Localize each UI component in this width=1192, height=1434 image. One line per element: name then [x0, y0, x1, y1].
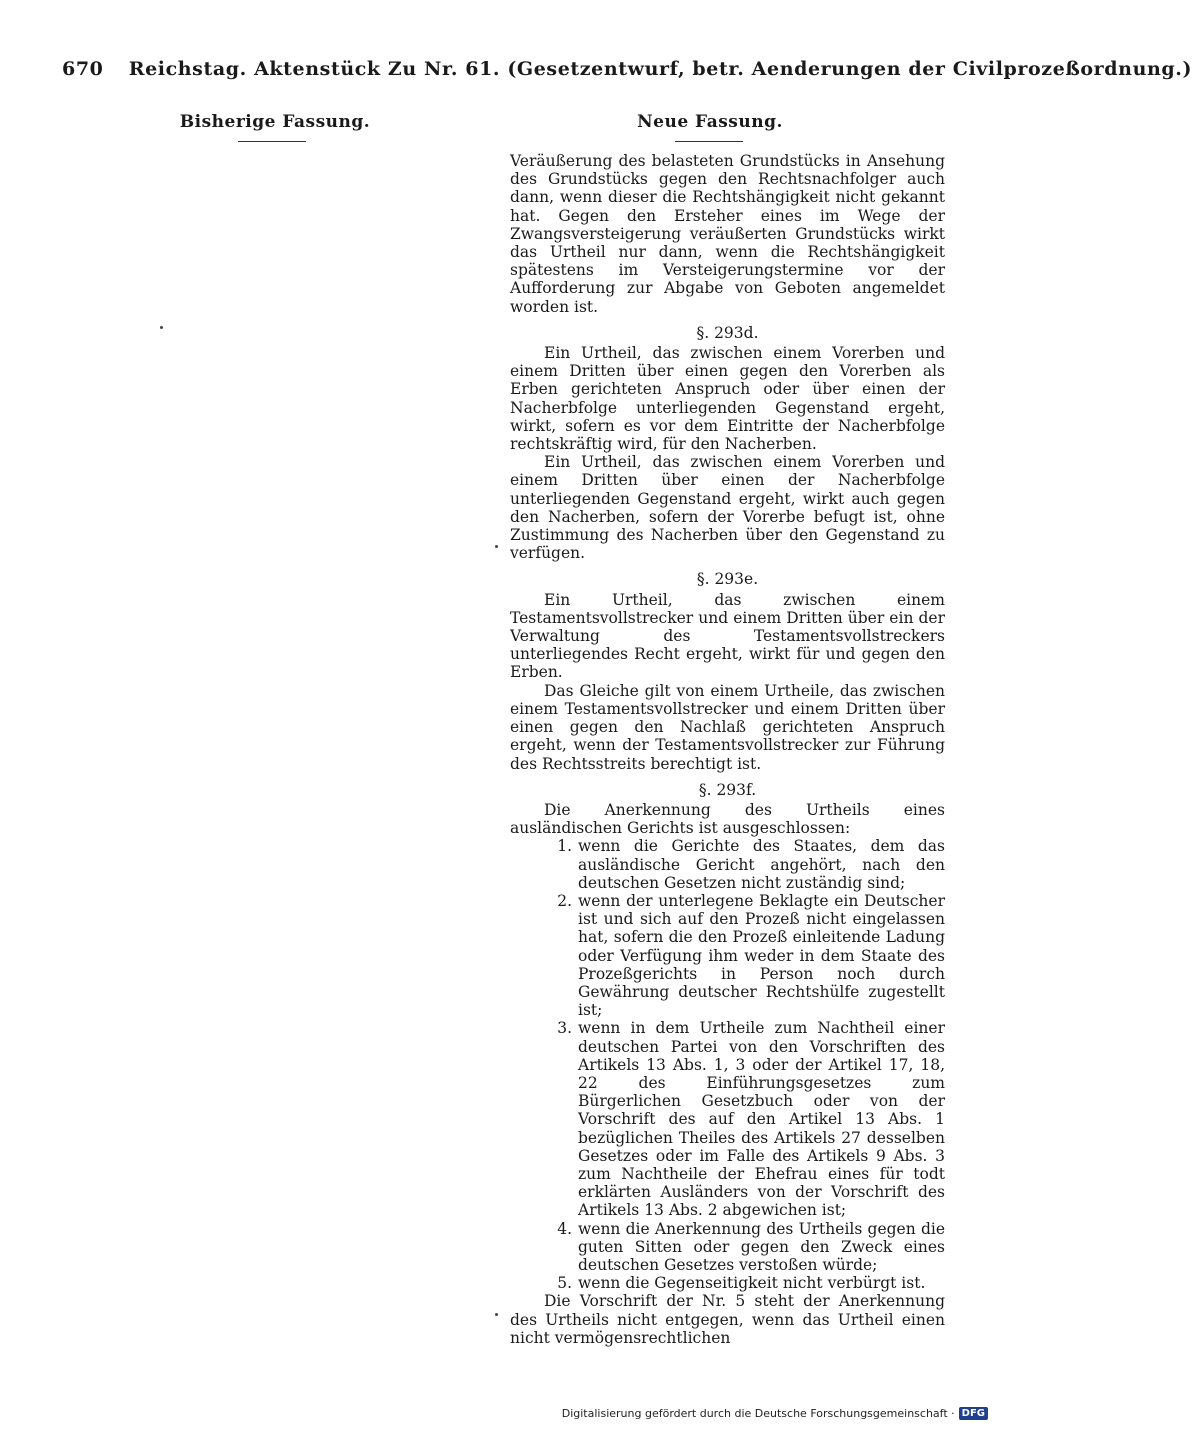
list-item [510, 892, 945, 1019]
right-column-heading: Neue Fassung. [637, 112, 783, 132]
list-item-number: 3. [557, 1019, 572, 1038]
page-number: 670 [62, 58, 104, 80]
section-293f-intro: Die Anerkennung des Urtheils eines ausländischen Gerichts ist ausgeschlossen: [510, 800, 945, 838]
intro-paragraph: Veräußerung des belasteten Grundstücks in Ansehung des Grundstücks gegen den Rechtsnachfolger auch dann, wenn dieser die Rechtshängigkeit nicht gekannt hat. Gegen den Ersteher eines im Wege der Zwangsversteigerung veräußerten Grundstücks wirkt das Urtheil nur dann, wenn die Rechtshängigkeit spätestens im Versteigerungstermine vor der Aufforderung zur Abgabe von Geboten angemeldet worden ist. [510, 152, 945, 316]
list-item [510, 837, 945, 892]
section-293e-title: §. 293e. [696, 570, 759, 589]
section-293e-paragraph-1: Ein Urtheil, das zwischen einem Testamentsvollstrecker und einem Dritten über ein der Verwaltung des Testamentsvollstreckers unterliegendes Recht ergeht, wirkt für und gegen den Erben. [510, 590, 945, 682]
print-speck [495, 545, 498, 548]
new-version-column [510, 152, 945, 1347]
footer-credit: Digitalisierung gefördert durch die Deutsche Forschungsgemeinschaft · [561, 1407, 955, 1420]
list-item-number: 4. [557, 1219, 572, 1238]
list-item-text: wenn die Anerkennung des Urtheils gegen die guten Sitten oder gegen den Zweck eines deutschen Gesetzes verstoßen würde; [578, 1219, 945, 1274]
print-speck [495, 1313, 498, 1316]
page-header [62, 58, 1192, 88]
left-heading-rule [238, 141, 306, 142]
list-item-number: 5. [557, 1274, 572, 1293]
section-293e-paragraph-2: Das Gleiche gilt von einem Urtheile, das zwischen einem Testamentsvollstrecker und einem Dritten über einen gegen den Nachlaß gerichteten Anspruch ergeht, wenn der Testamentsvollstrecker zur Führung des Rechtsstreits berechtigt ist. [510, 681, 945, 773]
running-title: Reichstag. Aktenstück Zu Nr. 61. (Gesetzentwurf, betr. Aenderungen der Civilprozeßordnung.) [128, 58, 1192, 80]
list-item-number: 1. [557, 837, 572, 856]
list-item-text: wenn der unterlegene Beklagte ein Deutscher ist und sich auf den Prozeß nicht eingelassen hat, sofern die den Prozeß einleitende Ladung oder Verfügung ihm weder in dem Staate des Prozeßgerichts in Person noch durch Gewährung deutscher Rechtshülfe zugestellt ist; [578, 891, 945, 1020]
section-293f-list [510, 837, 945, 1292]
list-item-text: wenn in dem Urtheile zum Nachtheil einer deutschen Partei von den Vorschriften des Artikels 13 Abs. 1, 3 oder der Artikel 17, 18, 22 des Einführungsgesetzes zum Bürgerlichen Gesetzbuch oder von der Vorschrift des auf den Artikel 13 Abs. 1 bezüglichen Theiles des Artikels 27 desselben Gesetzes oder im Falle des Artikels 9 Abs. 3 zum Nachtheile der Ehefrau eines für todt erklärten Ausländers von der Vorschrift des Artikels 13 Abs. 2 abgewichen ist; [578, 1019, 945, 1220]
list-item-text: wenn die Gegenseitigkeit nicht verbürgt ist. [578, 1274, 926, 1293]
digitization-footer [562, 1407, 988, 1420]
section-293f-title: §. 293f. [698, 780, 757, 799]
section-293f-closing: Die Vorschrift der Nr. 5 steht der Anerkennung des Urtheils nicht entgegen, wenn das Urtheil einen nicht vermögensrechtlichen [510, 1292, 945, 1347]
section-293d-title: §. 293d. [696, 323, 759, 342]
section-293d-paragraph-2: Ein Urtheil, das zwischen einem Vorerben und einem Dritten über einen der Nacherbfolge unterliegenden Gegenstand ergeht, wirkt auch gegen den Nacherben, sofern der Vorerbe befugt ist, ohne Zustimmung des Nacherben über den Gegenstand zu verfügen. [510, 453, 945, 563]
list-item-text: wenn die Gerichte des Staates, dem das ausländische Gericht angehört, nach den deutschen Gesetzen nicht zuständig sind; [578, 837, 945, 892]
dfg-logo-icon: DFG [959, 1407, 988, 1420]
print-speck [160, 326, 163, 329]
list-item [510, 1220, 945, 1275]
list-item [510, 1019, 945, 1219]
list-item-number: 2. [557, 891, 572, 910]
list-item [510, 1274, 945, 1292]
right-heading-rule [675, 141, 743, 142]
section-293d-paragraph-1: Ein Urtheil, das zwischen einem Vorerben und einem Dritten über einen gegen den Vorerben als Erben gerichteten Anspruch oder über einen der Nacherbfolge unterliegenden Gegenstand ergeht, wirkt, sofern es vor dem Eintritte der Nacherbfolge rechtskräftig wird, für den Nacherben. [510, 344, 945, 454]
left-column-heading: Bisherige Fassung. [179, 112, 371, 132]
